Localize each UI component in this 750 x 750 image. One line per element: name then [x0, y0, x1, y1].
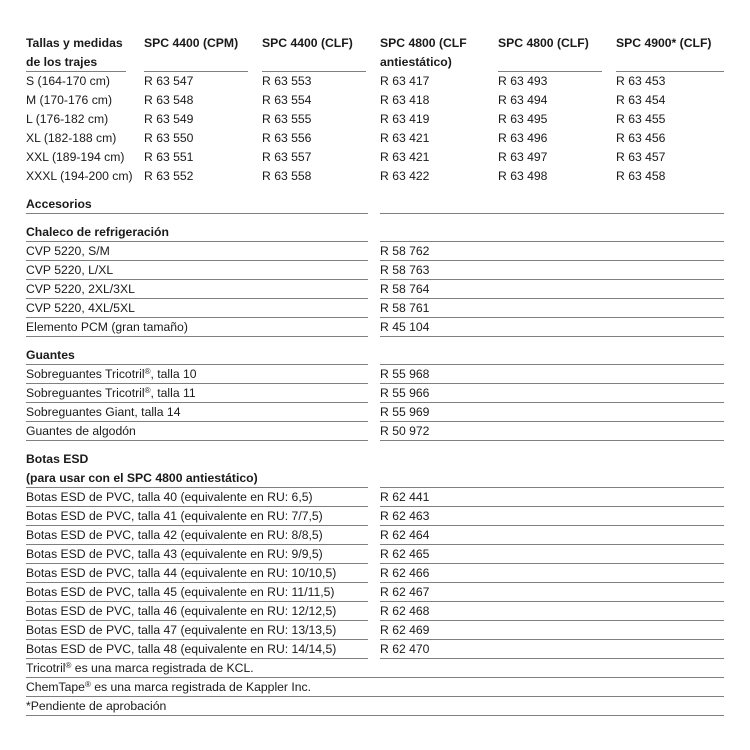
item-name-text: Botas ESD de PVC, talla 45 (equivalente en RU: 11/11,5) [26, 585, 335, 599]
part-number: R 58 763 [380, 263, 430, 277]
part-number: R 63 549 [144, 112, 194, 126]
part-number: R 62 468 [380, 604, 430, 618]
boots-title: Botas ESD [26, 452, 89, 466]
part-number: R 62 467 [380, 585, 430, 599]
size-label: L (176-182 cm) [26, 112, 109, 126]
vest-list [26, 242, 724, 337]
part-number: R 55 969 [380, 405, 430, 419]
part-number: R 63 498 [498, 169, 548, 183]
part-number: R 63 493 [498, 74, 548, 88]
part-number: R 63 421 [380, 131, 430, 145]
registered-mark: ® [65, 661, 72, 670]
item-name-text: CVP 5220, 4XL/5XL [26, 301, 135, 315]
list-item [26, 488, 724, 507]
accessories-title-row [26, 195, 724, 214]
size-label: XXXL (194-200 cm) [26, 169, 133, 183]
part-number: R 63 554 [262, 93, 312, 107]
item-name [26, 526, 368, 545]
part-number: R 55 968 [380, 367, 430, 381]
item-name-text: Botas ESD de PVC, talla 46 (equivalente en RU: 12/12,5) [26, 604, 337, 618]
part-number: R 63 555 [262, 112, 312, 126]
header-spc4800-clf: SPC 4800 (CLF) [498, 36, 589, 50]
registered-mark: ® [84, 680, 91, 689]
part-number: R 62 441 [380, 490, 430, 504]
item-name-text: Botas ESD de PVC, talla 44 (equivalente en RU: 10/10,5) [26, 566, 337, 580]
part-number: R 58 764 [380, 282, 430, 296]
item-name [26, 545, 368, 564]
item-name [26, 299, 368, 318]
size-label: XL (182-188 cm) [26, 131, 117, 145]
list-item [26, 564, 724, 583]
header-spc4400-clf: SPC 4400 (CLF) [262, 36, 353, 50]
list-item [26, 403, 724, 422]
part-number: R 63 550 [144, 131, 194, 145]
list-item [26, 583, 724, 602]
part-number: R 63 495 [498, 112, 548, 126]
table-row [26, 129, 724, 148]
item-name [26, 488, 368, 507]
list-item [26, 318, 724, 337]
item-name-text: CVP 5220, 2XL/3XL [26, 282, 135, 296]
item-name [26, 365, 368, 384]
table-row [26, 148, 724, 167]
table-row [26, 91, 724, 110]
sizes-header-row-1 [26, 34, 724, 53]
part-number: R 62 463 [380, 509, 430, 523]
header-spc4800-clf-antistatic-2: antiestático) [380, 55, 452, 69]
part-number: R 63 453 [616, 74, 666, 88]
table-row [26, 72, 724, 91]
header-sizes-label-1: Tallas y medidas [26, 36, 123, 50]
list-item [26, 526, 724, 545]
part-number: R 63 496 [498, 131, 548, 145]
part-number: R 45 104 [380, 320, 430, 334]
part-number: R 62 470 [380, 642, 430, 656]
part-number: R 63 556 [262, 131, 312, 145]
item-name-text: Elemento PCM (gran tamaño) [26, 320, 188, 334]
gloves-list [26, 365, 724, 441]
item-name-text: Botas ESD de PVC, talla 48 (equivalente en RU: 14/14,5) [26, 642, 337, 656]
item-name-text: Botas ESD de PVC, talla 47 (equivalente en RU: 13/13,5) [26, 623, 337, 637]
footnote-rest: es una marca registrada de KCL. [71, 661, 254, 675]
item-name-text: Sobreguantes Giant, talla 14 [26, 405, 181, 419]
list-item [26, 507, 724, 526]
part-number: R 62 465 [380, 547, 430, 561]
item-name-text: Sobreguantes Tricotril [26, 386, 145, 400]
footnote-brand: Tricotril [26, 661, 66, 675]
part-number: R 63 458 [616, 169, 666, 183]
list-item [26, 365, 724, 384]
accessories-title: Accesorios [26, 197, 92, 211]
item-name [26, 280, 368, 299]
item-name [26, 261, 368, 280]
part-number: R 55 966 [380, 386, 430, 400]
part-number: R 63 557 [262, 150, 312, 164]
part-number: R 63 547 [144, 74, 194, 88]
size-label: M (170-176 cm) [26, 93, 113, 107]
item-name [26, 403, 368, 422]
list-item [26, 384, 724, 403]
item-name-suffix: , talla 10 [150, 367, 197, 381]
item-name-text: Botas ESD de PVC, talla 43 (equivalente en RU: 9/9,5) [26, 547, 323, 561]
footnote-text [26, 659, 724, 678]
boots-subtitle: (para usar con el SPC 4800 antiestático) [26, 469, 368, 488]
footnotes [26, 659, 724, 716]
item-name-text: Guantes de algodón [26, 424, 136, 438]
item-name [26, 602, 368, 621]
vest-title-row [26, 223, 724, 242]
header-sizes-label-2: de los trajes [26, 53, 126, 72]
footnote-text [26, 678, 724, 697]
part-number: R 63 457 [616, 150, 666, 164]
part-number: R 63 558 [262, 169, 312, 183]
footnote-text [26, 697, 724, 716]
list-item [26, 545, 724, 564]
part-number: R 63 494 [498, 93, 548, 107]
item-name [26, 242, 368, 261]
sizes-table-body [26, 72, 724, 186]
item-name-text: CVP 5220, S/M [26, 244, 110, 258]
boots-title-row [26, 450, 724, 469]
item-name [26, 583, 368, 602]
part-number: R 63 422 [380, 169, 430, 183]
header-spc4400-cpm: SPC 4400 (CPM) [144, 36, 239, 50]
footnote [26, 678, 724, 697]
list-item [26, 602, 724, 621]
part-number: R 63 553 [262, 74, 312, 88]
footnote-brand: *Pendiente de aprobación [26, 699, 167, 713]
item-name-text: Botas ESD de PVC, talla 40 (equivalente en RU: 6,5) [26, 490, 313, 504]
list-item [26, 621, 724, 640]
item-name [26, 318, 368, 337]
list-item [26, 422, 724, 441]
part-number: R 63 417 [380, 74, 430, 88]
part-number: R 63 497 [498, 150, 548, 164]
item-name-text: Botas ESD de PVC, talla 41 (equivalente en RU: 7/7,5) [26, 509, 323, 523]
list-item [26, 242, 724, 261]
item-name [26, 384, 368, 403]
part-number: R 63 419 [380, 112, 430, 126]
part-number: R 50 972 [380, 424, 430, 438]
part-number: R 63 455 [616, 112, 666, 126]
part-number: R 63 456 [616, 131, 666, 145]
item-name [26, 507, 368, 526]
size-label: XXL (189-194 cm) [26, 150, 125, 164]
list-item [26, 261, 724, 280]
item-name [26, 640, 368, 659]
item-name-suffix: , talla 11 [150, 386, 196, 400]
item-name-text: Sobreguantes Tricotril [26, 367, 145, 381]
header-spc4900-clf: SPC 4900* (CLF) [616, 36, 712, 50]
part-number: R 62 464 [380, 528, 430, 542]
part-number: R 63 552 [144, 169, 194, 183]
part-number: R 62 469 [380, 623, 430, 637]
part-number: R 63 418 [380, 93, 430, 107]
registered-mark: ® [144, 386, 151, 395]
part-number: R 63 421 [380, 150, 430, 164]
part-number: R 63 454 [616, 93, 666, 107]
list-item [26, 640, 724, 659]
boots-subtitle-row [26, 469, 724, 488]
vest-title: Chaleco de refrigeración [26, 225, 169, 239]
part-number: R 58 762 [380, 244, 430, 258]
table-row [26, 167, 724, 186]
footnote [26, 659, 724, 678]
list-item [26, 280, 724, 299]
header-spc4800-clf-antistatic-1: SPC 4800 (CLF [380, 36, 467, 50]
item-name-text: Botas ESD de PVC, talla 42 (equivalente en RU: 8/8,5) [26, 528, 323, 542]
part-number: R 63 551 [144, 150, 194, 164]
footnote-brand: ChemTape [26, 680, 85, 694]
item-name [26, 621, 368, 640]
gloves-title-row [26, 346, 724, 365]
item-name-text: CVP 5220, L/XL [26, 263, 114, 277]
gloves-title: Guantes [26, 348, 75, 362]
item-name [26, 564, 368, 583]
sizes-header-row-2 [26, 53, 724, 72]
part-number: R 58 761 [380, 301, 430, 315]
part-number: R 63 548 [144, 93, 194, 107]
boots-list [26, 488, 724, 659]
item-name [26, 422, 368, 441]
size-label: S (164-170 cm) [26, 74, 110, 88]
registered-mark: ® [144, 367, 151, 376]
part-number: R 62 466 [380, 566, 430, 580]
list-item [26, 299, 724, 318]
table-row [26, 110, 724, 129]
footnote [26, 697, 724, 716]
footnote-rest: es una marca registrada de Kappler Inc. [90, 680, 312, 694]
product-document [26, 34, 724, 716]
